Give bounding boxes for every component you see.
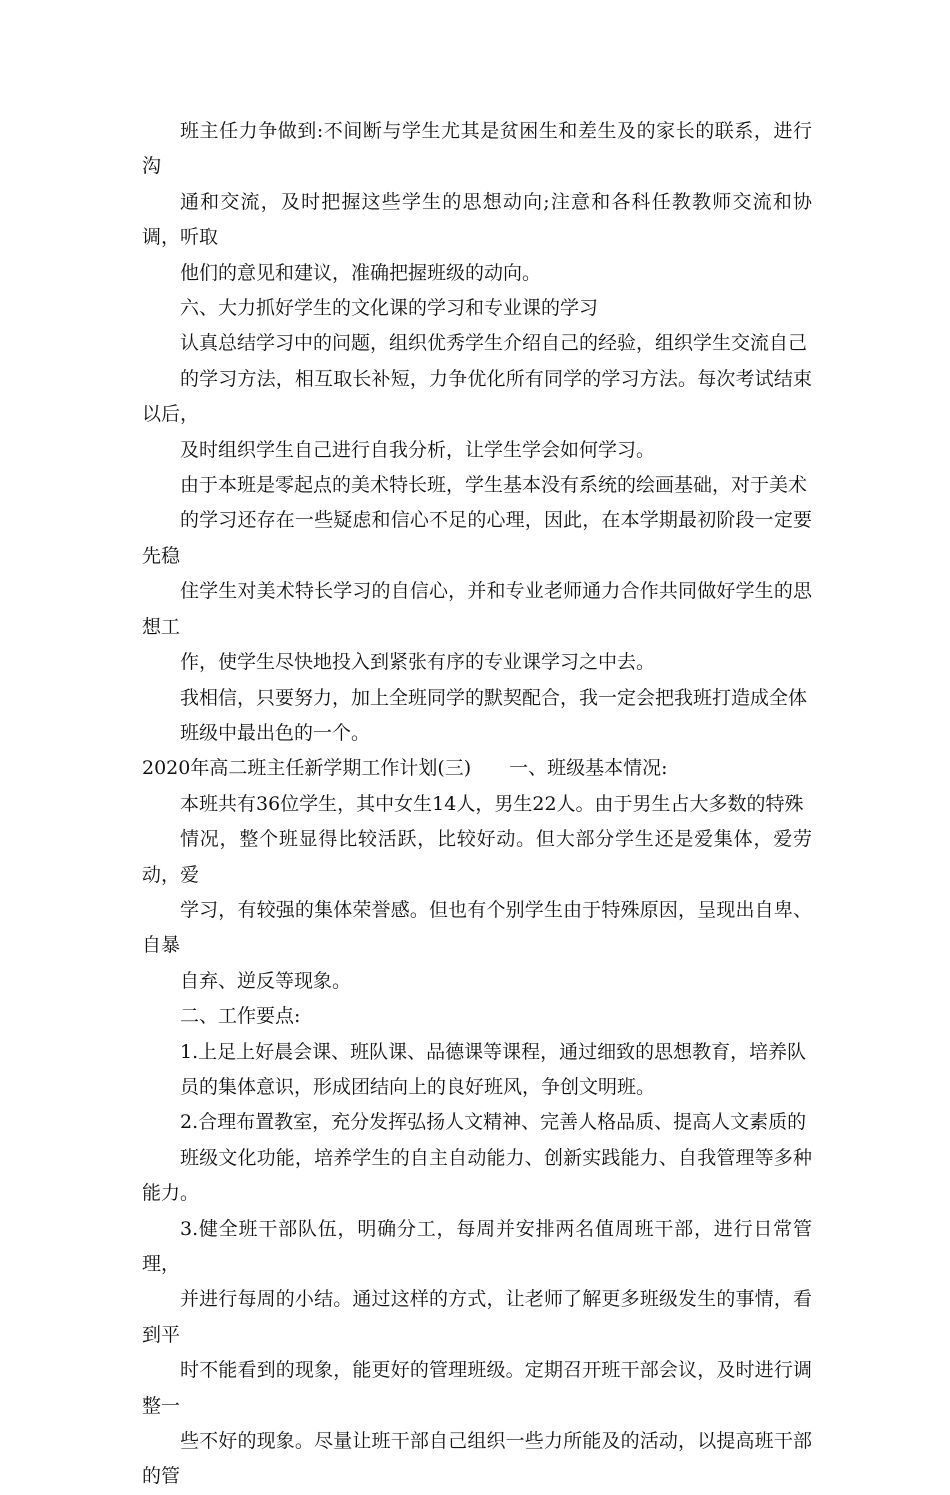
paragraph-art-class <box>142 468 812 680</box>
text-line: 并进行每周的小结。通过这样的方式，让老师了解更多班级发生的事情，看到平 <box>142 1288 812 1346</box>
text-line: 认真总结学习中的问题，组织优秀学生介绍自己的经验，组织学生交流自己 <box>180 332 808 355</box>
text-line: 3.健全班干部队伍，明确分工，每周并安排两名值周班干部，进行日常管理， <box>142 1217 812 1275</box>
text-line: 员的集体意识，形成团结向上的良好班风，争创文明班。 <box>180 1075 656 1098</box>
text-line: 1.上足上好晨会课、班队课、品德课等课程，通过细致的思想教育，培养队 <box>180 1040 807 1063</box>
text-line: 的学习还存在一些疑虑和信心不足的心理，因此，在本学期最初阶段一定要先稳 <box>142 509 812 567</box>
text-line: 情况，整个班显得比较活跃，比较好动。但大部分学生还是爱集体，爱劳动，爱 <box>142 828 812 886</box>
paragraph-learning-summary <box>142 326 812 468</box>
text-line: 住学生对美术特长学习的自信心，并和专业老师通力合作共同做好学生的思想工 <box>142 580 812 638</box>
text-line: 学习，有较强的集体荣誉感。但也有个别学生由于特殊原因，呈现出自卑、自暴 <box>142 898 812 957</box>
text-line: 由于本班是零起点的美术特长班，学生基本没有系统的绘画基础，对于美术 <box>180 474 808 497</box>
text-line: 作，使学生尽快地投入到紧张有序的专业课学习之中去。 <box>180 651 656 674</box>
paragraph-belief <box>142 681 812 752</box>
heading-text: 二、工作要点: <box>180 1005 301 1028</box>
text-line: 些不好的现象。尽量让班干部自己组织一些力所能及的活动，以提高班干部的管 <box>142 1430 812 1488</box>
text-line: 时不能看到的现象，能更好的管理班级。定期召开班干部会议，及时进行调整一 <box>142 1359 812 1417</box>
paragraph-head-teacher-contact <box>142 114 812 291</box>
text-line: 班主任力争做到:不间断与学生尤其是贫困生和差生及的家长的联系，进行沟 <box>142 120 812 178</box>
text-line: 本班共有36位学生，其中女生14人，男生22人。由于男生占大多数的特殊 <box>180 792 804 815</box>
text-line: 班级文化功能，培养学生的自主自动能力、创新实践能力、自我管理等多种能力。 <box>142 1146 812 1205</box>
paragraph-class-situation <box>142 787 812 999</box>
paragraph-point-three <box>142 1212 812 1495</box>
text-line: 班级中最出色的一个。 <box>180 721 371 744</box>
document-body <box>142 114 812 1495</box>
text-line: 的学习方法，相互取长补短，力争优化所有同学的学习方法。每次考试结束以后， <box>142 367 812 426</box>
heading-text: 六、大力抓好学生的文化课的学习和专业课的学习 <box>180 297 599 320</box>
text-line: 2.合理布置教室，充分发挥弘扬人文精神、完善人格品质、提高人文素质的 <box>180 1111 807 1134</box>
section-heading-two <box>142 999 812 1034</box>
document-title-line <box>142 751 812 786</box>
paragraph-point-one <box>142 1035 812 1106</box>
section-heading-six <box>142 291 812 326</box>
text-line: 通和交流，及时把握这些学生的思想动向;注意和各科任教教师交流和协调，听取 <box>142 190 812 249</box>
text-line: 我相信，只要努力，加上全班同学的默契配合，我一定会把我班打造成全体 <box>180 686 808 709</box>
text-line: 及时组织学生自己进行自我分析，让学生学会如何学习。 <box>180 438 656 461</box>
text-line: 自弃、逆反等现象。 <box>180 969 352 992</box>
text-line: 他们的意见和建议，准确把握班级的动向。 <box>180 261 542 284</box>
title-text: 2020年高二班主任新学期工作计划(三) 一、班级基本情况: <box>142 757 668 780</box>
paragraph-point-two <box>142 1105 812 1211</box>
